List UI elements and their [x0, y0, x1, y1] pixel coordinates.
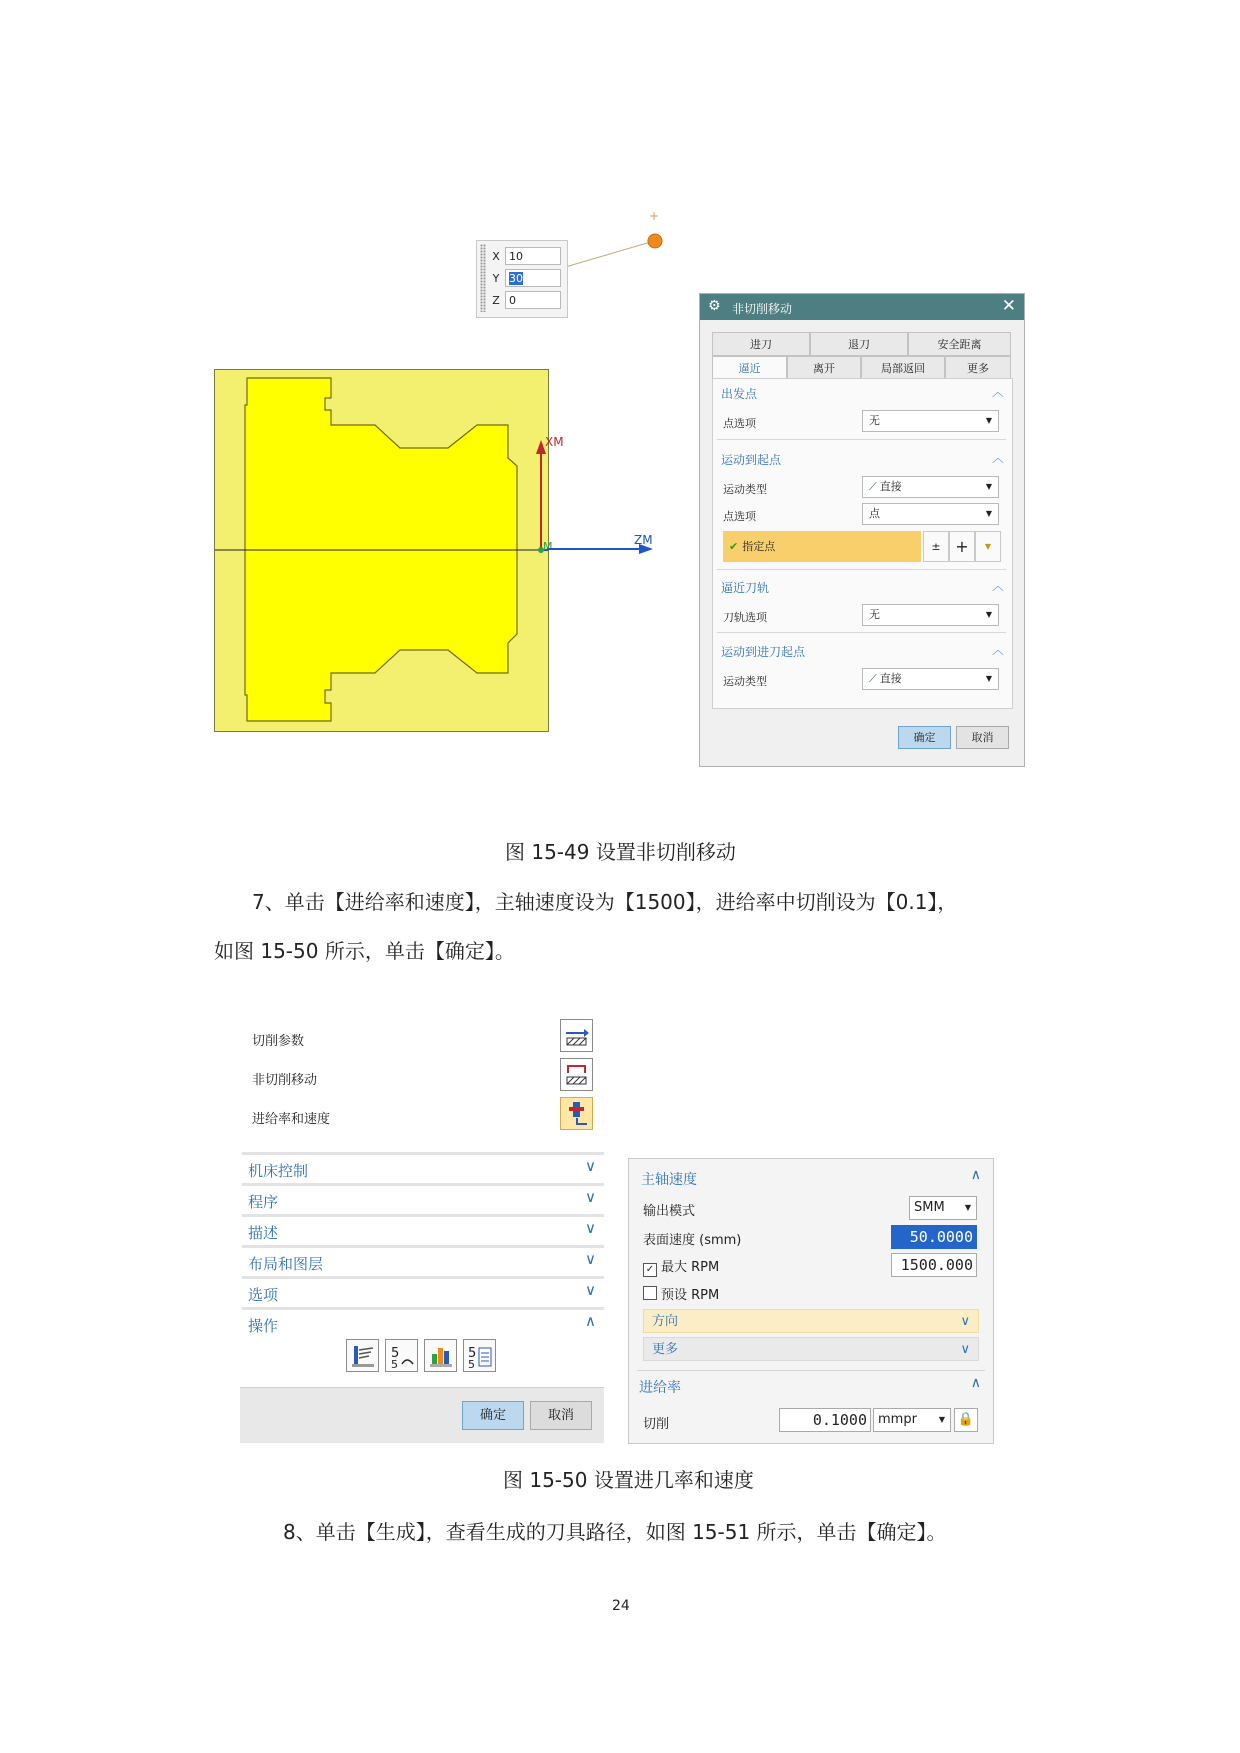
non-cutting-move-glyph	[561, 1059, 592, 1090]
svg-text:5: 5	[468, 1346, 477, 1361]
svg-text:5: 5	[468, 1358, 475, 1371]
output-mode-select[interactable]	[909, 1196, 977, 1220]
chevron-down-icon: ∨	[585, 1219, 596, 1237]
tab-departure[interactable]: 离开	[787, 356, 861, 380]
tab-more[interactable]: 更多	[945, 356, 1011, 380]
ok-button[interactable]: 确定	[462, 1401, 524, 1430]
replay-icon[interactable]	[385, 1339, 418, 1372]
dropdown-arrow-icon: ▼	[964, 1203, 971, 1212]
op-non-cutting-move-label: 非切削移动	[252, 1073, 318, 1088]
part-profile	[215, 370, 548, 731]
accordion-program[interactable]	[242, 1183, 604, 1211]
accordion-layout-layers[interactable]	[242, 1245, 604, 1273]
ok-button[interactable]: 确定	[898, 726, 951, 749]
max-rpm-checkbox[interactable]: ✓	[643, 1263, 657, 1277]
verify-icon[interactable]	[424, 1339, 457, 1372]
svg-text:+: +	[649, 209, 660, 223]
cancel-button[interactable]: 取消	[530, 1401, 592, 1430]
op-feeds-speeds-label: 进给率和速度	[252, 1112, 331, 1127]
accordion-label: 布局和图层	[248, 1255, 324, 1273]
chevron-down-icon: ∨	[960, 1314, 970, 1329]
y-value-selected: 30	[509, 272, 523, 285]
step-8-text: 8、单击【生成】，查看生成的刀具路径，如图 15-51 所示，单击【确定】。	[283, 1520, 947, 1544]
dropdown-arrow-icon[interactable]: ▼	[975, 531, 1001, 562]
cut-feed-field[interactable]: 0.1000	[779, 1408, 871, 1432]
drag-handle[interactable]	[480, 244, 486, 312]
cut-params-glyph	[561, 1020, 592, 1051]
cancel-button[interactable]: 取消	[956, 726, 1009, 749]
accordion-label: 程序	[248, 1193, 279, 1211]
section-feed-rate[interactable]: 进给率	[639, 1380, 681, 1396]
dropdown-arrow-icon: ▼	[985, 509, 992, 518]
list-output-icon[interactable]	[463, 1339, 496, 1372]
section-approach-path[interactable]: 逼近刀轨	[721, 581, 770, 595]
motion-type-label: 运动类型	[723, 483, 767, 496]
engage-motion-type-value: 直接	[879, 672, 902, 685]
op-cut-params-label: 切削参数	[252, 1034, 305, 1049]
step-7-line-1: 7、单击【进给率和速度】，主轴速度设为【1500】，进给率中切削设为【0.1】，	[252, 890, 958, 914]
line-motion-icon: ⟋	[869, 480, 877, 493]
accordion-label: 操作	[248, 1317, 279, 1335]
feeds-speeds-icon[interactable]	[560, 1097, 593, 1130]
point-handle-ball	[648, 234, 662, 248]
non-cutting-move-dialog	[699, 293, 1025, 767]
svg-text:5: 5	[391, 1346, 400, 1361]
cut-feed-label: 切削	[643, 1417, 670, 1432]
z-label: Z	[492, 294, 500, 307]
max-rpm-label: 最大 RPM	[661, 1260, 720, 1275]
feeds-speeds-panel	[628, 1158, 994, 1444]
point-option-label: 点选项	[723, 510, 756, 523]
chevron-down-icon: ∨	[585, 1157, 596, 1175]
gear-icon: ⚙	[708, 298, 721, 314]
cut-params-icon[interactable]	[560, 1019, 593, 1052]
approach-tab-content	[712, 378, 1013, 709]
chevron-down-icon: ∨	[585, 1188, 596, 1206]
chevron-up-icon[interactable]: ∧	[970, 1375, 981, 1391]
list-output-glyph	[464, 1340, 495, 1371]
specify-point-selector[interactable]	[723, 531, 921, 562]
coordinate-input-popup	[476, 240, 568, 318]
specify-point-row[interactable]	[723, 531, 1000, 562]
section-move-to-start[interactable]: 运动到起点	[721, 453, 782, 467]
start-point-option-select[interactable]	[862, 410, 999, 432]
axis-label-xm: XM	[545, 435, 564, 449]
chevron-up-icon[interactable]: ︿	[991, 643, 1004, 657]
dialog-title: 非切削移动	[732, 302, 793, 316]
output-mode-label: 输出模式	[643, 1204, 696, 1219]
figure-caption-15-50: 图 15-50 设置进几率和速度	[503, 1468, 754, 1492]
chevron-up-icon[interactable]: ︿	[991, 451, 1004, 465]
tab-clearance[interactable]: 安全距离	[908, 332, 1011, 356]
surface-speed-field[interactable]: 50.0000	[891, 1225, 977, 1249]
tab-approach[interactable]: 逼近	[712, 356, 787, 380]
dialog-titlebar	[700, 294, 1024, 320]
section-move-to-engage[interactable]: 运动到进刀起点	[721, 645, 806, 659]
accordion-machine-control[interactable]	[242, 1152, 604, 1180]
accordion-actions[interactable]	[242, 1307, 604, 1335]
accordion-more[interactable]	[643, 1337, 979, 1361]
accordion-label: 选项	[248, 1286, 279, 1304]
page-number: 24	[612, 1598, 630, 1614]
point-option-select[interactable]	[862, 503, 999, 525]
more-label: 更多	[652, 1342, 679, 1357]
output-mode-value: SMM	[914, 1200, 945, 1215]
tab-retract[interactable]: 退刀	[810, 332, 908, 356]
max-rpm-option[interactable]	[643, 1256, 719, 1277]
close-icon[interactable]: ✕	[1001, 296, 1016, 316]
section-spindle-speed[interactable]: 主轴速度	[641, 1172, 697, 1188]
accordion-direction[interactable]	[643, 1309, 979, 1333]
chevron-down-icon: ∨	[585, 1281, 596, 1299]
section-start-point[interactable]: 出发点	[721, 387, 758, 401]
chevron-up-icon[interactable]: ∧	[970, 1167, 981, 1183]
dropdown-arrow-icon: ▼	[985, 610, 992, 619]
path-option-label: 刀轨选项	[723, 611, 767, 624]
dropdown-arrow-icon: ▼	[985, 674, 992, 683]
preset-rpm-label: 预设 RPM	[661, 1288, 720, 1303]
direction-label: 方向	[652, 1314, 679, 1329]
path-option-select[interactable]	[862, 604, 999, 626]
motion-type-value: 直接	[879, 480, 902, 493]
dropdown-arrow-icon: ▼	[985, 416, 992, 425]
start-point-option-label: 点选项	[723, 417, 756, 430]
chevron-up-icon[interactable]: ︿	[991, 385, 1004, 399]
y-label: Y	[492, 272, 500, 285]
checkmark-icon: ✔	[729, 540, 739, 553]
point-dialog-icon[interactable]: ±	[923, 531, 949, 562]
lock-icon[interactable]: 🔒	[954, 1408, 978, 1432]
axis-label-zm: ZM	[634, 533, 653, 547]
origin-label: M	[543, 540, 553, 553]
dialog-footer	[240, 1387, 604, 1443]
accordion-options[interactable]	[242, 1276, 604, 1304]
engage-motion-type-label: 运动类型	[723, 675, 767, 688]
accordion-label: 描述	[248, 1224, 279, 1242]
path-option-value: 无	[869, 608, 880, 621]
chevron-down-icon: ∨	[585, 1250, 596, 1268]
motion-type-select[interactable]	[862, 476, 999, 498]
tab-engage[interactable]: 进刀	[712, 332, 810, 356]
y-coordinate-field[interactable]	[505, 269, 561, 287]
cut-feed-unit-value: mmpr	[878, 1412, 917, 1427]
start-point-option-value: 无	[869, 414, 880, 427]
point-option-value: 点	[869, 507, 880, 520]
cut-feed-unit-select[interactable]	[873, 1408, 951, 1432]
z-coordinate-field[interactable]: 0	[505, 291, 561, 309]
x-label: X	[492, 250, 500, 263]
line-motion-icon: ⟋	[869, 672, 877, 685]
graphics-viewport[interactable]	[214, 369, 564, 732]
x-coordinate-field[interactable]: 10	[505, 247, 561, 265]
verify-glyph	[425, 1340, 456, 1371]
svg-text:5: 5	[391, 1358, 398, 1371]
max-rpm-field[interactable]: 1500.000	[891, 1253, 977, 1277]
chevron-up-icon: ∧	[585, 1312, 596, 1330]
preset-rpm-option[interactable]	[643, 1284, 719, 1303]
feeds-speeds-glyph	[561, 1098, 592, 1129]
dropdown-arrow-icon: ▼	[938, 1415, 945, 1424]
chevron-down-icon: ∨	[960, 1342, 970, 1357]
figure-caption-15-49: 图 15-49 设置非切削移动	[505, 840, 736, 864]
replay-glyph	[386, 1340, 417, 1371]
non-cutting-move-icon[interactable]	[560, 1058, 593, 1091]
accordion-label: 机床控制	[248, 1162, 309, 1180]
tab-local-return[interactable]: 局部返回	[861, 356, 945, 380]
engage-motion-type-select[interactable]	[862, 668, 999, 690]
dropdown-arrow-icon: ▼	[985, 482, 992, 491]
preset-rpm-checkbox[interactable]	[643, 1286, 657, 1300]
generate-glyph	[347, 1340, 378, 1371]
accordion-description[interactable]	[242, 1214, 604, 1242]
surface-speed-label: 表面速度 (smm)	[643, 1233, 742, 1248]
step-7-line-2: 如图 15-50 所示，单击【确定】。	[214, 939, 515, 963]
specify-point-label: 指定点	[742, 540, 776, 553]
point-constructor-plus-icon[interactable]: +	[949, 531, 975, 562]
generate-icon[interactable]	[346, 1339, 379, 1372]
chevron-up-icon[interactable]: ︿	[991, 579, 1004, 593]
